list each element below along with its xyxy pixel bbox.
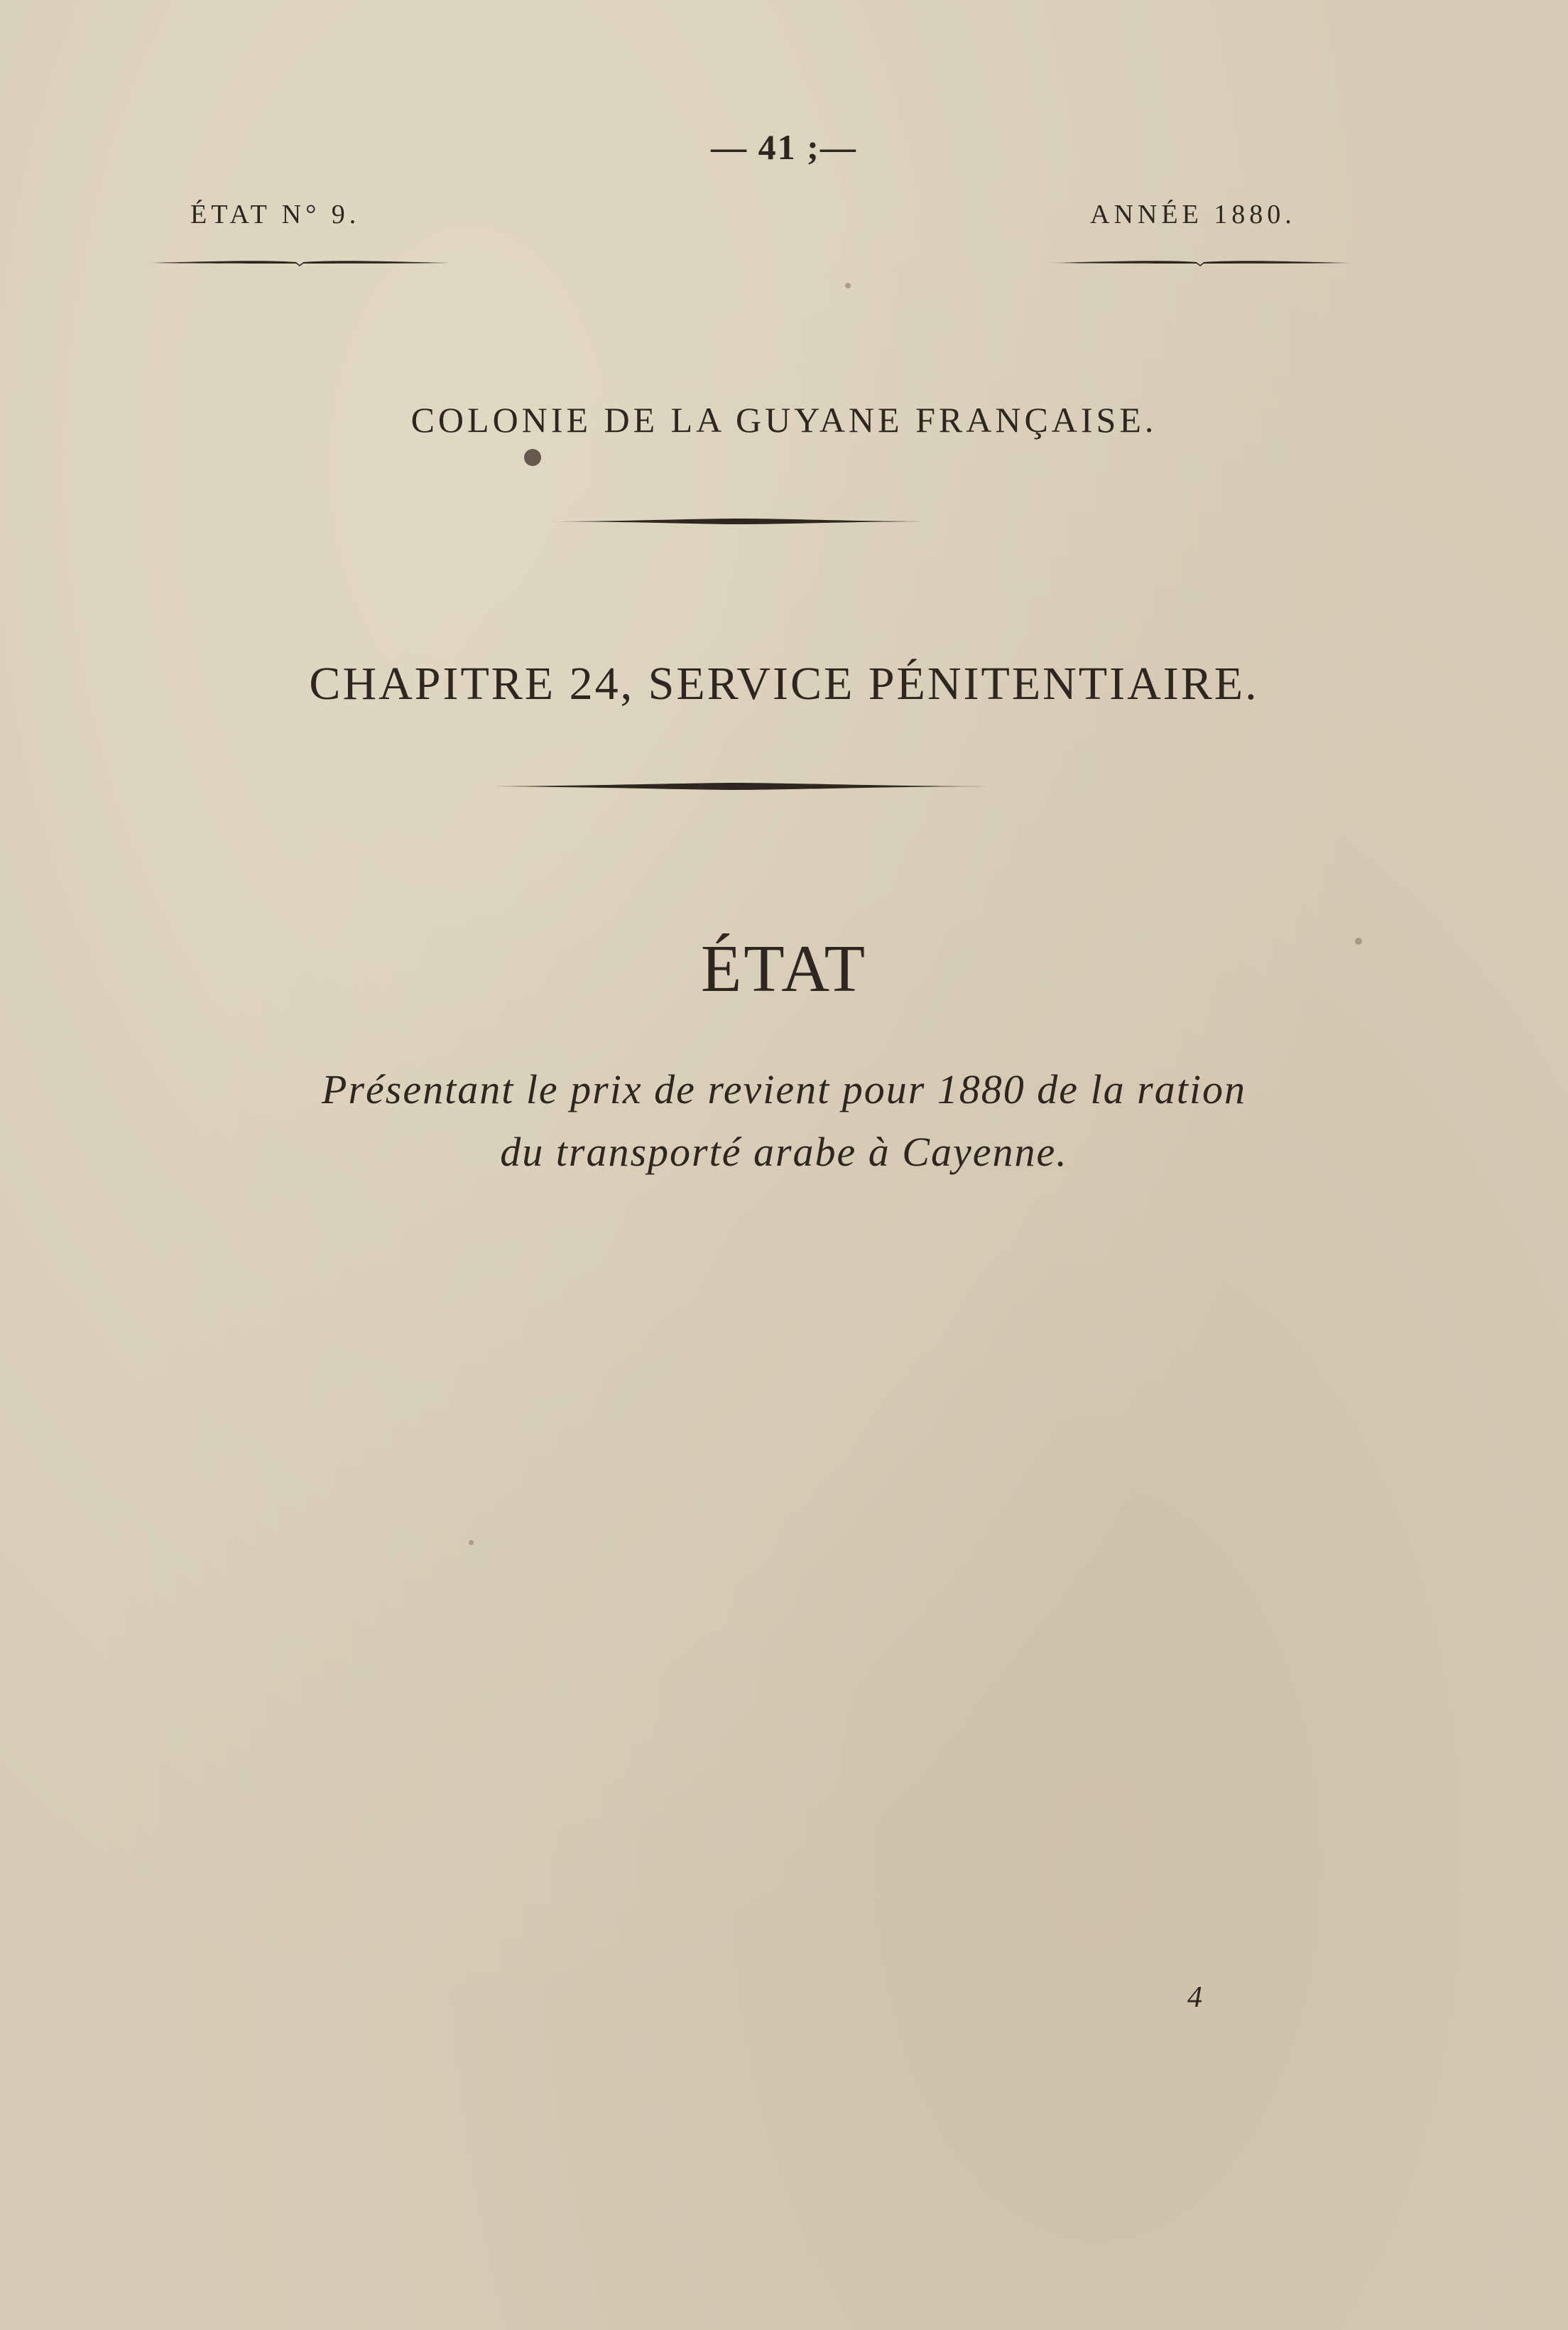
paper-speck (469, 1540, 474, 1545)
page-number: — 41 ;— (711, 127, 857, 167)
document-subtitle (0, 1058, 1568, 1183)
colony-rule (554, 516, 927, 527)
etat-number: ÉTAT N° 9. (190, 200, 361, 229)
chapter-rule (483, 780, 987, 793)
folio-number: 4 (1187, 1981, 1202, 2014)
year-label: ANNÉE 1880. (1090, 200, 1296, 229)
paper-speck (1355, 938, 1362, 945)
subtitle-line-2: du transporté arabe à Cayenne. (500, 1129, 1068, 1175)
colony-title: COLONIE DE LA GUYANE FRANÇAISE. (410, 400, 1158, 440)
chapter-title: CHAPITRE 24, SERVICE PÉNITENTIAIRE. (309, 658, 1259, 710)
header-left-rule (151, 256, 449, 270)
document-title: ÉTAT (700, 932, 868, 1006)
ink-blot (524, 449, 541, 466)
paper-speck (845, 283, 851, 288)
header-right-rule (1051, 256, 1349, 270)
subtitle-line-1: Présentant le prix de revient pour 1880 de la ration (322, 1066, 1246, 1112)
